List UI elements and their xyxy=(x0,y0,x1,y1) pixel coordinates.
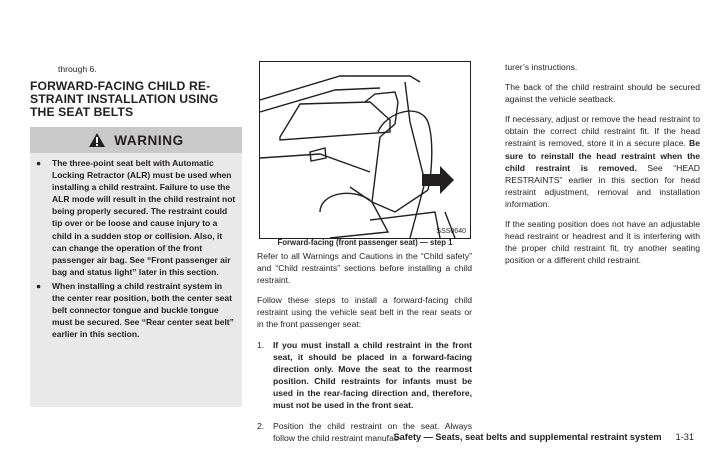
paragraph: Refer to all Warnings and Cautions in the “Child safety” and “Child restraints” sections before installing a child restraint. xyxy=(257,251,472,286)
warning-heading: WARNING xyxy=(114,132,184,148)
paragraph xyxy=(505,113,700,210)
bullet-icon: ● xyxy=(36,158,42,168)
section-title: FORWARD-FACING CHILD RE-STRAINT INSTALLATION USING THE SEAT BELTS xyxy=(30,79,219,120)
paragraph: If the seating position does not have an adjustable head restraint or headrest and it is interfering with the proper child restraint fit, try another seating position or a different child restraint. xyxy=(505,219,700,266)
warning-item xyxy=(36,280,236,340)
list-number: 1. xyxy=(257,339,265,350)
paragraph-text: See “HEAD RESTRAINTS” earlier in this section for head restraint adjustment, removal and installation information. xyxy=(505,162,700,209)
list-text: Position the child restraint on the seat. Always follow the child restraint manufac- xyxy=(273,421,472,444)
seat-illustration-drawing xyxy=(260,62,470,238)
bullet-icon: ● xyxy=(36,280,42,291)
continuation-text: through 6. xyxy=(58,64,97,74)
steps-list xyxy=(257,339,472,445)
column-2 xyxy=(257,250,472,444)
list-text: If you must install a child restraint in the front seat, it should be placed in a forward-facing direction only. Move the seat to the rearmost position. Child restraints for infants must be used in the rear-facing direction and, therefore, must not be used in the front seat. xyxy=(273,339,472,411)
paragraph-bold-text: Be sure to reinstall the head restraint when the child restraint is removed. xyxy=(505,138,700,173)
column-3 xyxy=(505,61,700,266)
paragraph: turer’s instructions. xyxy=(505,62,578,72)
list-number: 2. xyxy=(257,421,265,432)
paragraph: The back of the child restraint should be secured against the vehicle seatback. xyxy=(505,82,700,105)
page-number: 1-31 xyxy=(675,432,694,442)
paragraph: Follow these steps to install a forward-facing child restraint using the vehicle seat belt in the rear seats or in the front passenger seat: xyxy=(257,295,472,330)
seat-illustration xyxy=(259,61,471,239)
warning-body xyxy=(30,153,242,407)
list-item xyxy=(257,339,472,412)
warning-item xyxy=(36,157,236,278)
warning-box xyxy=(30,127,242,407)
figure-code: SSS0640 xyxy=(436,228,466,235)
footer-text: Safety — Seats, seat belts and supplemental restraint system xyxy=(393,432,662,442)
warning-item-text: When installing a child restraint system in the center rear position, both the center seat belt connector tongue and buckle tongue must be secured. See “Rear center seat belt” earlier in this section. xyxy=(52,280,234,340)
warning-header xyxy=(30,127,242,153)
figure-caption: Forward-facing (front passenger seat) — step 1 xyxy=(277,238,453,247)
paragraph-text: If necessary, adjust or remove the head restraint to obtain the correct child restraint fit. If the head restraint is removed, store it in a secure place. xyxy=(505,114,700,149)
warning-triangle-icon xyxy=(88,132,106,148)
warning-item-text: The three-point seat belt with Automatic Locking Retractor (ALR) must be used when installing a child restraint. Failure to use the ALR mode will result in the child restraint not being properly secured. The restraint could tip over or be loose and cause injury to a child in a sudden stop or collision. Also, it can change the operation of the front passenger air bag. See “Front passenger air bag and status light” later in this section. xyxy=(52,158,236,277)
page-footer xyxy=(394,432,694,442)
